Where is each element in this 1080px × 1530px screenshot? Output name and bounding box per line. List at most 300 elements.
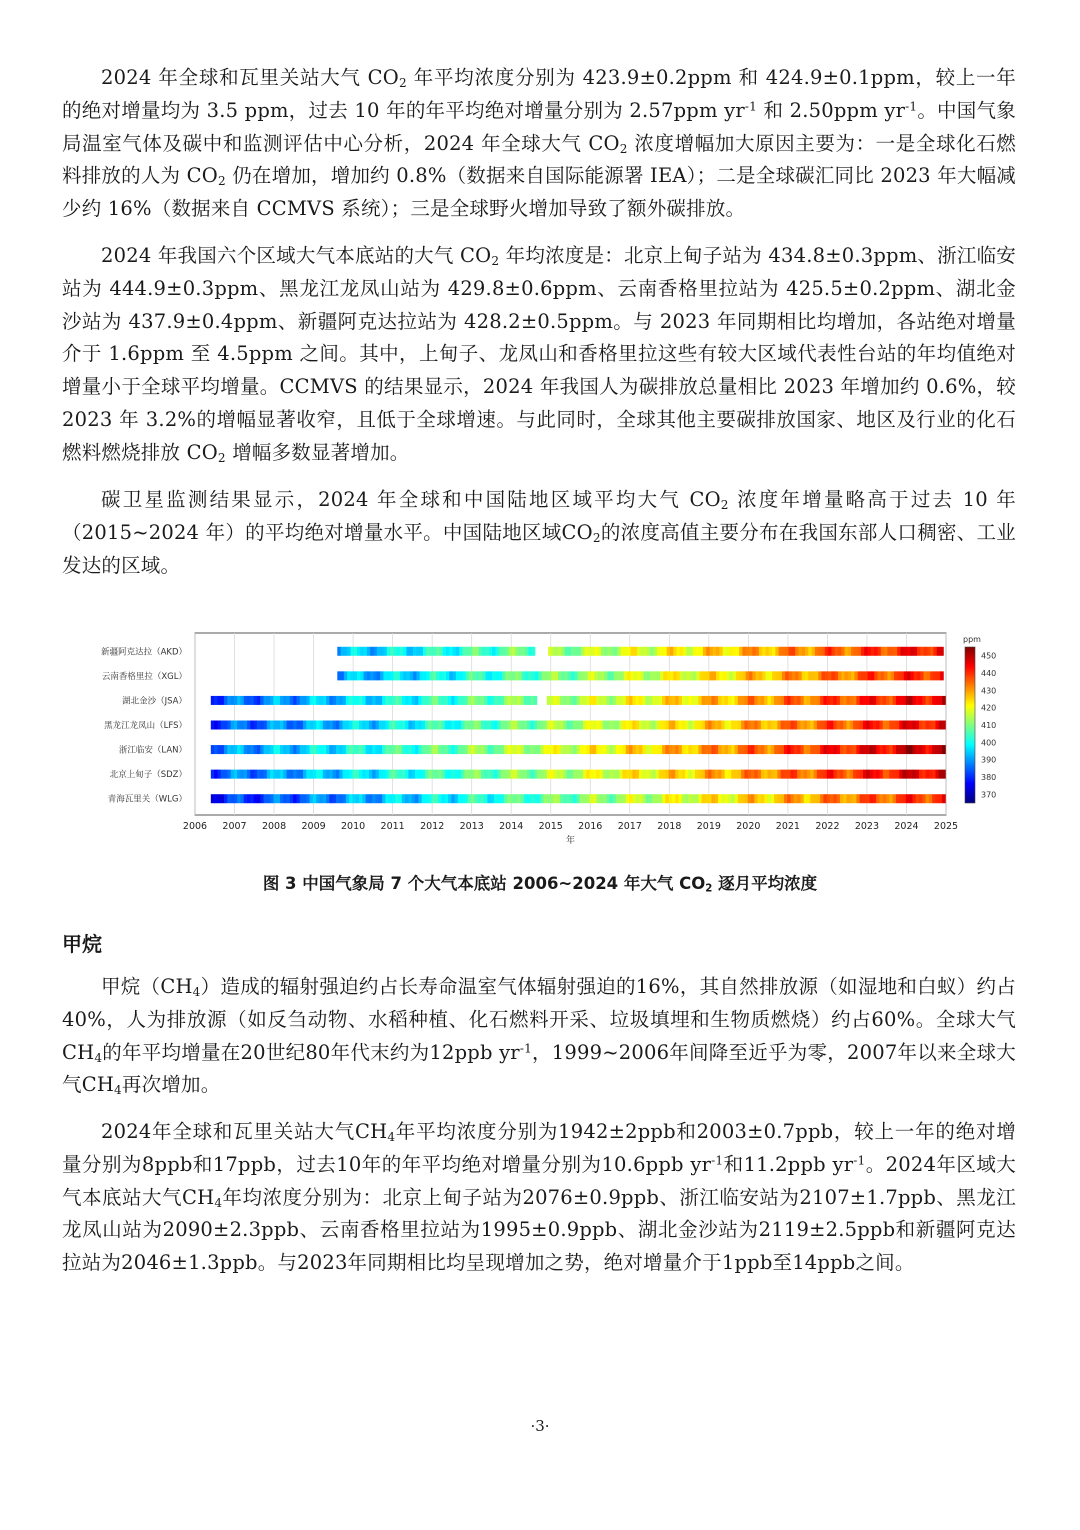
heat-cell bbox=[609, 794, 613, 803]
heat-cell bbox=[313, 721, 317, 730]
heat-cell bbox=[590, 721, 594, 730]
heat-cell bbox=[341, 647, 345, 656]
heat-cell bbox=[655, 721, 659, 730]
heat-cell bbox=[876, 721, 880, 730]
heat-cell bbox=[441, 770, 445, 779]
heat-cell bbox=[455, 770, 459, 779]
heat-cell bbox=[518, 671, 522, 680]
heat-cell bbox=[672, 794, 676, 803]
heat-cell bbox=[387, 671, 391, 680]
heat-cell bbox=[833, 794, 837, 803]
heat-cell bbox=[517, 794, 521, 803]
heat-cell bbox=[418, 696, 422, 705]
heat-cell bbox=[257, 696, 261, 705]
heat-cell bbox=[935, 794, 939, 803]
colorbar-tick-label: 370 bbox=[981, 790, 997, 800]
heat-cell bbox=[771, 721, 775, 730]
heat-cell bbox=[379, 745, 383, 754]
heat-cell bbox=[771, 696, 775, 705]
heat-cell bbox=[402, 696, 406, 705]
heat-cell bbox=[916, 794, 920, 803]
heat-cell bbox=[593, 696, 597, 705]
heat-cell bbox=[726, 671, 730, 680]
heat-cell bbox=[708, 696, 712, 705]
heat-cell bbox=[270, 745, 274, 754]
heat-cell bbox=[795, 671, 799, 680]
heat-cell bbox=[337, 647, 341, 656]
heat-cell bbox=[797, 770, 801, 779]
heat-cell bbox=[543, 745, 547, 754]
heat-cell bbox=[613, 794, 617, 803]
heat-cell bbox=[590, 794, 594, 803]
heat-cell bbox=[873, 745, 877, 754]
heat-cell bbox=[392, 696, 396, 705]
heat-cell bbox=[692, 794, 696, 803]
heat-cell bbox=[777, 794, 781, 803]
heat-cell bbox=[547, 696, 551, 705]
heat-cell bbox=[675, 745, 679, 754]
heat-cell bbox=[910, 647, 914, 656]
heat-cell bbox=[870, 794, 874, 803]
heat-cell bbox=[428, 745, 432, 754]
heat-cell bbox=[939, 696, 943, 705]
heat-cell bbox=[654, 647, 658, 656]
heat-cell bbox=[808, 671, 812, 680]
heat-cell bbox=[287, 794, 291, 803]
heat-cell bbox=[410, 647, 414, 656]
heat-cell bbox=[367, 671, 371, 680]
heat-cell bbox=[586, 721, 590, 730]
heat-cell bbox=[499, 671, 503, 680]
heat-cell bbox=[580, 770, 584, 779]
heat-cell bbox=[922, 745, 926, 754]
heat-cell bbox=[553, 696, 557, 705]
heat-cell bbox=[784, 794, 788, 803]
heat-cell bbox=[607, 671, 611, 680]
heat-cell bbox=[573, 721, 577, 730]
heat-cell bbox=[418, 721, 422, 730]
heat-cell bbox=[260, 770, 264, 779]
heat-cell bbox=[551, 671, 555, 680]
heat-cell bbox=[916, 745, 920, 754]
heat-cell bbox=[703, 647, 707, 656]
heat-cell bbox=[893, 745, 897, 754]
heat-cell bbox=[382, 721, 386, 730]
heat-cell bbox=[644, 671, 648, 680]
heat-cell bbox=[438, 745, 442, 754]
heat-cell bbox=[784, 745, 788, 754]
heat-cell bbox=[231, 770, 235, 779]
heat-cell bbox=[415, 721, 419, 730]
heat-cell bbox=[583, 745, 587, 754]
heat-cell bbox=[583, 794, 587, 803]
heat-cell bbox=[543, 770, 547, 779]
heat-cell bbox=[573, 794, 577, 803]
heat-cell bbox=[240, 794, 244, 803]
heat-cell bbox=[787, 745, 791, 754]
heat-cell bbox=[257, 770, 261, 779]
heat-cell bbox=[254, 696, 258, 705]
heat-cell bbox=[406, 671, 410, 680]
heat-cell bbox=[217, 745, 221, 754]
heat-cell bbox=[733, 671, 737, 680]
heat-cell bbox=[337, 671, 341, 680]
heat-cell bbox=[410, 671, 414, 680]
heat-cell bbox=[433, 671, 437, 680]
heat-cell bbox=[817, 721, 821, 730]
heat-cell bbox=[688, 721, 692, 730]
heat-cell bbox=[837, 794, 841, 803]
heat-cell bbox=[221, 770, 225, 779]
heat-cell bbox=[644, 647, 648, 656]
heat-cell bbox=[881, 647, 885, 656]
heat-cell bbox=[515, 671, 519, 680]
row-label: 浙江临安（LAN） bbox=[118, 745, 187, 756]
heat-cell bbox=[619, 794, 623, 803]
heat-cell bbox=[364, 647, 368, 656]
heat-cell bbox=[221, 696, 225, 705]
heat-cell bbox=[742, 647, 746, 656]
heat-cell bbox=[476, 671, 480, 680]
heat-cell bbox=[320, 794, 324, 803]
heat-cell bbox=[629, 696, 633, 705]
heat-cell bbox=[659, 696, 663, 705]
heat-cell bbox=[814, 770, 818, 779]
heat-cell bbox=[530, 721, 534, 730]
heat-cell bbox=[626, 696, 630, 705]
heat-cell bbox=[594, 671, 598, 680]
heat-cell bbox=[657, 671, 661, 680]
heat-cell bbox=[856, 745, 860, 754]
heat-cell bbox=[478, 721, 482, 730]
heat-cell bbox=[534, 745, 538, 754]
heat-cell bbox=[217, 721, 221, 730]
heat-cell bbox=[479, 647, 483, 656]
heat-cell bbox=[571, 647, 575, 656]
heat-cell bbox=[524, 721, 528, 730]
heat-cell bbox=[682, 696, 686, 705]
heat-cell bbox=[514, 696, 518, 705]
heat-cell bbox=[820, 770, 824, 779]
heat-cell bbox=[632, 696, 636, 705]
heat-cell bbox=[254, 745, 258, 754]
heat-cell bbox=[642, 721, 646, 730]
heat-cell bbox=[511, 696, 515, 705]
heat-cell bbox=[942, 770, 946, 779]
heat-cell bbox=[906, 794, 910, 803]
heat-cell bbox=[527, 696, 531, 705]
heat-cell bbox=[685, 745, 689, 754]
heat-cell bbox=[771, 794, 775, 803]
heat-cell bbox=[402, 745, 406, 754]
heat-cell bbox=[583, 721, 587, 730]
heat-cell bbox=[399, 745, 403, 754]
heat-cell bbox=[741, 696, 745, 705]
heat-cell bbox=[431, 696, 435, 705]
heat-cell bbox=[293, 794, 297, 803]
heat-cell bbox=[843, 794, 847, 803]
heat-cell bbox=[537, 745, 541, 754]
heat-cell bbox=[260, 745, 264, 754]
heat-cell bbox=[397, 647, 401, 656]
heat-cell bbox=[613, 745, 617, 754]
heat-cell bbox=[794, 721, 798, 730]
heat-cell bbox=[422, 794, 426, 803]
heat-cell bbox=[781, 745, 785, 754]
heat-cell bbox=[784, 721, 788, 730]
heat-cell bbox=[217, 770, 221, 779]
heat-cell bbox=[777, 696, 781, 705]
heat-cell bbox=[800, 745, 804, 754]
heat-cell bbox=[580, 696, 584, 705]
x-tick-label: 2016 bbox=[578, 821, 603, 832]
heat-cell bbox=[881, 671, 885, 680]
heat-cell bbox=[655, 696, 659, 705]
heat-cell bbox=[383, 671, 387, 680]
heat-cell bbox=[748, 696, 752, 705]
heat-cell bbox=[617, 671, 621, 680]
heat-cell bbox=[827, 721, 831, 730]
heat-cell bbox=[431, 745, 435, 754]
heat-cell bbox=[919, 794, 923, 803]
heat-cell bbox=[446, 671, 450, 680]
heat-cell bbox=[254, 721, 258, 730]
heat-cell bbox=[524, 794, 528, 803]
heat-cell bbox=[929, 745, 933, 754]
heat-cell bbox=[494, 721, 498, 730]
heat-cell bbox=[682, 770, 686, 779]
x-tick-label: 2012 bbox=[420, 821, 445, 832]
heat-cell bbox=[370, 647, 374, 656]
heat-cell bbox=[710, 671, 714, 680]
heat-cell bbox=[665, 794, 669, 803]
heat-cell bbox=[227, 696, 231, 705]
heat-cell bbox=[389, 721, 393, 730]
heat-cell bbox=[751, 745, 755, 754]
heat-cell bbox=[313, 696, 317, 705]
colorbar-tick-label: 390 bbox=[981, 755, 997, 765]
heat-cell bbox=[853, 770, 857, 779]
heat-cell bbox=[640, 647, 644, 656]
heat-cell bbox=[346, 794, 350, 803]
heat-cell bbox=[462, 671, 466, 680]
heat-cell bbox=[754, 721, 758, 730]
heat-cell bbox=[777, 721, 781, 730]
heat-cell bbox=[428, 696, 432, 705]
heat-cell bbox=[845, 647, 849, 656]
heat-cell bbox=[283, 745, 287, 754]
heat-cell bbox=[379, 721, 383, 730]
heat-cell bbox=[830, 794, 834, 803]
heat-cell bbox=[935, 721, 939, 730]
x-tick-label: 2011 bbox=[380, 821, 405, 832]
heat-cell bbox=[870, 721, 874, 730]
x-tick-label: 2025 bbox=[933, 821, 959, 832]
heat-cell bbox=[924, 647, 928, 656]
heat-cell bbox=[623, 770, 627, 779]
heat-cell bbox=[565, 671, 569, 680]
heat-cell bbox=[929, 696, 933, 705]
heat-cell bbox=[352, 745, 356, 754]
heat-cell bbox=[478, 696, 482, 705]
heat-cell bbox=[412, 721, 416, 730]
heat-cell bbox=[779, 671, 783, 680]
heat-cell bbox=[293, 721, 297, 730]
heat-cell bbox=[581, 671, 585, 680]
heat-cell bbox=[250, 794, 254, 803]
heat-cell bbox=[669, 770, 673, 779]
heat-cell bbox=[833, 721, 837, 730]
heat-cell bbox=[438, 770, 442, 779]
heat-cell bbox=[481, 696, 485, 705]
heat-cell bbox=[372, 721, 376, 730]
heat-cell bbox=[909, 794, 913, 803]
heat-cell bbox=[385, 794, 389, 803]
heat-cell bbox=[418, 770, 422, 779]
heat-cell bbox=[863, 794, 867, 803]
heat-cell bbox=[484, 721, 488, 730]
heat-cell bbox=[616, 794, 620, 803]
heat-cell bbox=[593, 794, 597, 803]
heat-cell bbox=[663, 671, 667, 680]
heat-cell bbox=[524, 770, 528, 779]
heat-cell bbox=[604, 671, 608, 680]
heat-cell bbox=[723, 647, 727, 656]
heat-cell bbox=[211, 721, 215, 730]
heat-cell bbox=[853, 745, 857, 754]
heat-cell bbox=[850, 794, 854, 803]
heat-cell bbox=[758, 721, 762, 730]
heat-cell bbox=[339, 721, 343, 730]
heat-cell bbox=[586, 696, 590, 705]
heat-cell bbox=[820, 696, 824, 705]
heat-cell bbox=[461, 794, 465, 803]
heat-cell bbox=[537, 794, 541, 803]
heat-cell bbox=[893, 770, 897, 779]
heat-cell bbox=[804, 770, 808, 779]
heat-cell bbox=[748, 794, 752, 803]
heat-cell bbox=[553, 721, 557, 730]
heat-cell bbox=[487, 696, 491, 705]
heat-cell bbox=[445, 721, 449, 730]
heat-cell bbox=[504, 696, 508, 705]
heat-cell bbox=[603, 721, 607, 730]
heat-cell bbox=[830, 696, 834, 705]
heat-cell bbox=[264, 794, 268, 803]
heat-cell bbox=[237, 794, 241, 803]
heat-cell bbox=[468, 745, 472, 754]
heat-cell bbox=[748, 770, 752, 779]
heat-cell bbox=[560, 696, 564, 705]
heat-cell bbox=[234, 794, 238, 803]
heat-cell bbox=[303, 770, 307, 779]
heat-cell bbox=[343, 745, 347, 754]
heat-cell bbox=[856, 794, 860, 803]
heat-cell bbox=[698, 794, 702, 803]
heat-cell bbox=[739, 647, 743, 656]
heat-cell bbox=[224, 696, 228, 705]
heat-cell bbox=[430, 671, 434, 680]
heat-cell bbox=[580, 745, 584, 754]
heat-cell bbox=[634, 647, 638, 656]
heat-cell bbox=[930, 647, 934, 656]
heat-cell bbox=[550, 721, 554, 730]
heat-cell bbox=[482, 671, 486, 680]
heat-cell bbox=[369, 794, 373, 803]
heat-cell bbox=[435, 696, 439, 705]
heat-cell bbox=[366, 770, 370, 779]
heat-cell bbox=[922, 696, 926, 705]
heat-cell bbox=[464, 745, 468, 754]
heat-cell bbox=[540, 745, 544, 754]
heat-cell bbox=[423, 671, 427, 680]
heat-cell bbox=[580, 794, 584, 803]
heat-cell bbox=[879, 794, 883, 803]
heat-cell bbox=[448, 745, 452, 754]
heat-cell bbox=[474, 696, 478, 705]
heat-cell bbox=[748, 745, 752, 754]
heat-cell bbox=[408, 770, 412, 779]
heat-cell bbox=[336, 696, 340, 705]
heat-cell bbox=[655, 745, 659, 754]
heat-cell bbox=[511, 745, 515, 754]
heat-cell bbox=[277, 696, 281, 705]
heat-cell bbox=[227, 770, 231, 779]
heat-cell bbox=[688, 794, 692, 803]
heat-cell bbox=[787, 721, 791, 730]
heat-cell bbox=[866, 696, 870, 705]
heat-cell bbox=[397, 671, 401, 680]
heat-cell bbox=[893, 696, 897, 705]
heat-cell bbox=[280, 745, 284, 754]
heat-cell bbox=[831, 647, 835, 656]
heat-cell bbox=[530, 696, 534, 705]
heat-cell bbox=[837, 745, 841, 754]
heat-cell bbox=[827, 745, 831, 754]
heat-cell bbox=[300, 745, 304, 754]
heat-cell bbox=[909, 721, 913, 730]
heat-cell bbox=[581, 647, 585, 656]
heat-cell bbox=[632, 794, 636, 803]
heat-cell bbox=[789, 647, 793, 656]
heat-cell bbox=[392, 721, 396, 730]
heat-cell bbox=[594, 647, 598, 656]
heat-cell bbox=[798, 671, 802, 680]
heat-cell bbox=[372, 770, 376, 779]
heat-cell bbox=[323, 721, 327, 730]
heat-cell bbox=[405, 721, 409, 730]
heat-cell bbox=[534, 794, 538, 803]
heat-cell bbox=[326, 745, 330, 754]
heat-cell bbox=[389, 745, 393, 754]
co2-heatmap-chart bbox=[80, 625, 997, 850]
heat-cell bbox=[563, 721, 567, 730]
heat-cell bbox=[639, 721, 643, 730]
heat-cell bbox=[550, 794, 554, 803]
heat-cell bbox=[611, 671, 615, 680]
heat-cell bbox=[736, 647, 740, 656]
heat-cell bbox=[792, 647, 796, 656]
heat-cell bbox=[606, 745, 610, 754]
heat-cell bbox=[511, 770, 515, 779]
heat-cell bbox=[428, 770, 432, 779]
heat-cell bbox=[652, 770, 656, 779]
heat-cell bbox=[563, 696, 567, 705]
heat-cell bbox=[346, 696, 350, 705]
heat-cell bbox=[456, 647, 460, 656]
heat-cell bbox=[547, 770, 551, 779]
heat-cell bbox=[774, 721, 778, 730]
